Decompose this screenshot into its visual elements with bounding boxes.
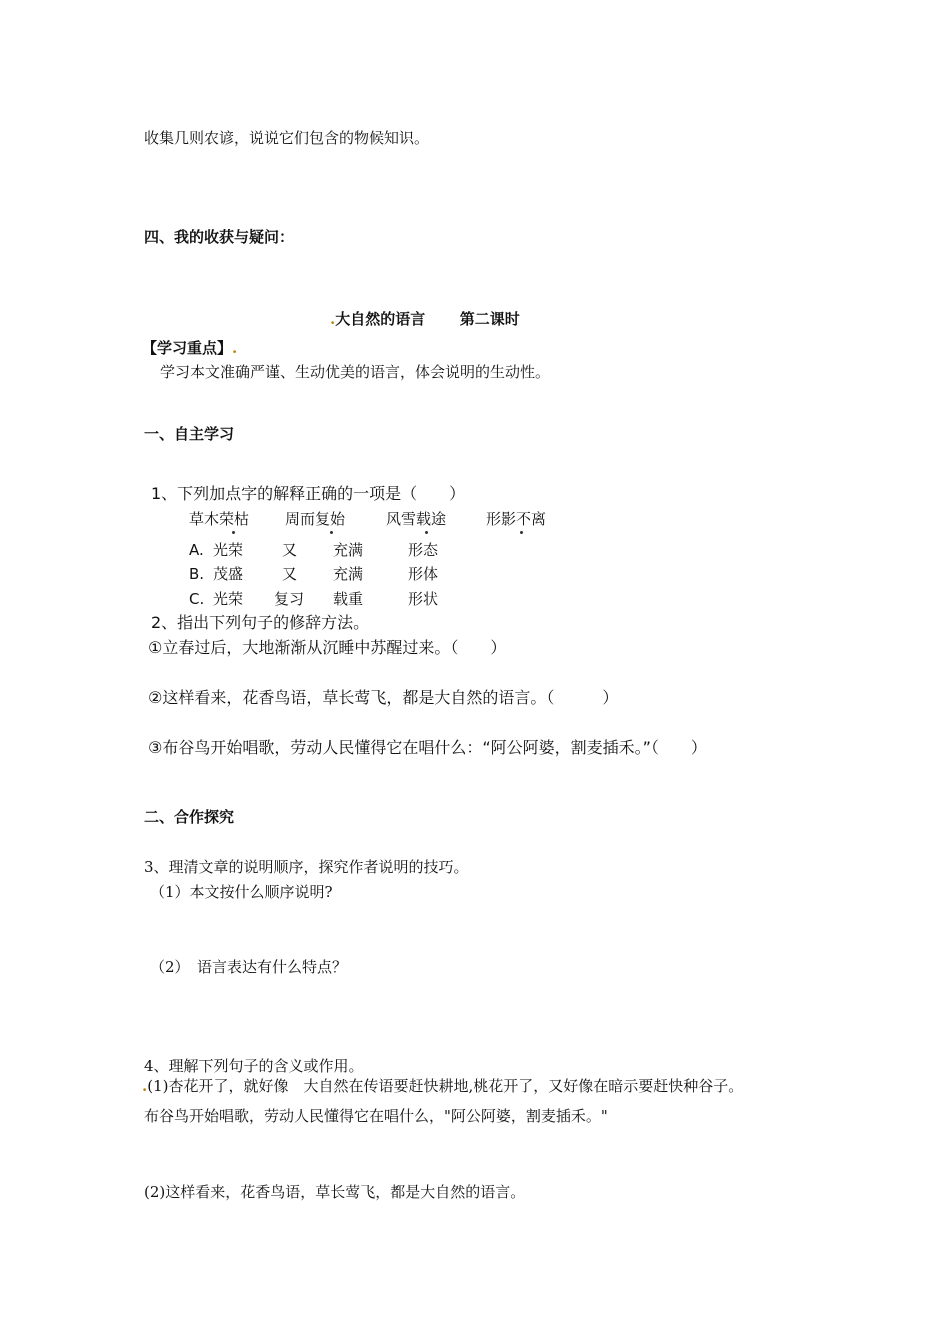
q4-sub1-line2: 布谷鸟开始唱歌，劳动人民懂得它在唱什么，"阿公阿婆，割麦插禾。" <box>144 1107 608 1125</box>
option-c-cell-2: 复习 <box>274 590 305 608</box>
focus-marker: . <box>232 339 238 357</box>
option-a-cell-4: 形态 <box>408 541 439 559</box>
q4-sub1-line1: .(1)杏花开了，就好像 大自然在传语要赶快耕地,桃花开了，又好像在暗示要赶快种谷子。 <box>142 1077 744 1095</box>
focus-text: 学习本文准确严谨、生动优美的语言，体会说明的生动性。 <box>160 363 551 381</box>
title-marker: . <box>330 310 336 328</box>
q1-word-2: 周而复始 <box>285 510 346 528</box>
option-c-cell-3: 载重 <box>333 590 364 608</box>
emphasis-dot <box>232 531 235 534</box>
option-c-letter: C. <box>189 590 205 608</box>
option-b-cell-3: 充满 <box>333 565 364 583</box>
q1-prompt: 1、下列加点字的解释正确的一项是（ ） <box>151 484 466 503</box>
q2-item-2: ②这样看来，花香鸟语，草长莺飞，都是大自然的语言。（ ） <box>148 688 619 707</box>
lesson-title-text: 大自然的语言 <box>335 310 426 328</box>
q2-item-3: ③布谷鸟开始唱歌，劳动人民懂得它在唱什么：“阿公阿婆，割麦插禾。”（ ） <box>148 738 707 757</box>
q3-sub2: （2） 语言表达有什么特点？ <box>150 958 348 976</box>
q1-word-1: 草木荣枯 <box>189 510 250 528</box>
emphasis-dot <box>330 531 333 534</box>
q2-item-1: ①立春过后，大地渐渐从沉睡中苏醒过来。（ ） <box>148 638 507 657</box>
lesson-title <box>330 309 520 329</box>
q2-prompt: 2、指出下列句子的修辞方法。 <box>151 613 370 632</box>
option-c-cell-4: 形状 <box>408 590 439 608</box>
emphasis-dot <box>425 531 428 534</box>
option-b-cell-1: 茂盛 <box>213 565 244 583</box>
collect-proverbs-task: 收集几则农谚，说说它们包含的物候知识。 <box>144 129 430 147</box>
q1-word-3: 风雪载途 <box>386 510 447 528</box>
option-b-letter: B. <box>189 565 205 583</box>
option-a-cell-1: 光荣 <box>213 541 244 559</box>
part2-heading: 二、合作探究 <box>144 808 235 826</box>
q4-prompt: 4、理解下列句子的含义或作用。 <box>144 1057 364 1075</box>
option-a-cell-3: 充满 <box>333 541 364 559</box>
option-b-cell-4: 形体 <box>408 565 439 583</box>
lesson-period: 第二课时 <box>459 310 520 328</box>
part1-heading: 一、自主学习 <box>144 425 235 443</box>
option-a-letter: A. <box>189 541 204 559</box>
section4-heading: 四、我的收获与疑问： <box>144 228 295 246</box>
emphasis-dot <box>520 531 523 534</box>
q4-sub2: (2)这样看来，花香鸟语，草长莺飞，都是大自然的语言。 <box>144 1183 526 1201</box>
q3-sub1: （1）本文按什么顺序说明? <box>150 883 333 901</box>
option-a-cell-2: 又 <box>282 541 298 559</box>
q4-marker: . <box>142 1077 148 1095</box>
option-c-cell-1: 光荣 <box>213 590 244 608</box>
focus-heading: 【学习重点】. <box>142 339 238 357</box>
option-b-cell-2: 又 <box>282 565 298 583</box>
q3-prompt: 3、理清文章的说明顺序，探究作者说明的技巧。 <box>144 858 469 876</box>
q1-word-4: 形影不离 <box>486 510 547 528</box>
